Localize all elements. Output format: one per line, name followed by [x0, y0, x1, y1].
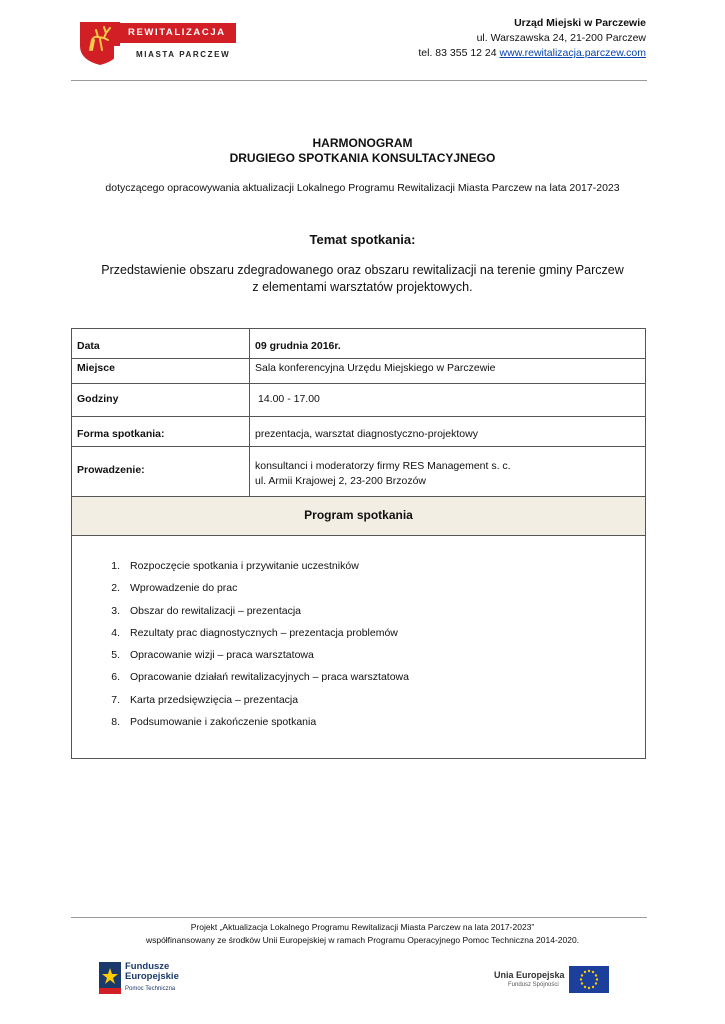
row-value-host-line2: ul. Armii Krajowej 2, 23-200 Brzozów: [255, 475, 426, 487]
row-value-form: prezentacja, warsztat diagnostyczno-projektowy: [255, 428, 478, 440]
topic-heading: Temat spotkania:: [309, 232, 416, 247]
list-text: Karta przedsięwzięcia – prezentacja: [130, 693, 299, 706]
list-text: Podsumowanie i zakończenie spotkania: [130, 716, 317, 729]
topic-text-line2: z elementami warsztatów projektowych.: [252, 280, 473, 294]
list-number: 6.: [111, 671, 120, 684]
row-label-form: Forma spotkania:: [77, 428, 165, 440]
list-item: [96, 648, 409, 670]
office-name: Urząd Miejski w Parczewie: [514, 17, 646, 29]
list-number: 5.: [111, 649, 120, 662]
document-title-line2: DRUGIEGO SPOTKANIA KONSULTACYJNEGO: [229, 151, 496, 165]
row-value-place: Sala konferencyjna Urzędu Miejskiego w Parczewie: [255, 362, 496, 374]
program-title: Program spotkania: [304, 508, 413, 522]
list-item: [96, 670, 409, 692]
list-item: [96, 715, 409, 737]
row-label-host: Prowadzenie:: [77, 464, 145, 476]
row-value-hours: 14.00 - 17.00: [258, 393, 320, 405]
logo-text-top: REWITALIZACJA: [114, 23, 236, 43]
rewitalizacja-logo: [78, 20, 238, 66]
list-number: 1.: [111, 560, 120, 572]
list-text: Opracowanie wizji – praca warsztatowa: [130, 649, 314, 662]
row-divider: [72, 535, 645, 536]
office-address-block: [418, 16, 646, 61]
row-value-date: 09 grudnia 2016r.: [255, 340, 341, 352]
row-divider: [72, 446, 645, 447]
fe-line1: Fundusze: [125, 961, 170, 972]
topic-text-line1: Przedstawienie obszaru zdegradowanego oraz obszaru rewitalizacji na terenie gminy Parczew: [101, 263, 624, 277]
program-list: [96, 559, 409, 737]
ue-subtitle: Fundusz Spójności: [508, 982, 559, 988]
list-item: [96, 559, 409, 581]
ue-text: Unia Europejska: [494, 970, 565, 980]
office-phone: tel. 83 355 12 24: [418, 47, 497, 59]
unia-europejska-logo: [494, 966, 614, 996]
document-subtitle: dotyczącego opracowywania aktualizacji Lokalnego Programu Rewitalizacji Miasta Parczew na lata 2017-2023: [105, 182, 620, 194]
fe-star-icon: [99, 962, 121, 994]
list-number: 3.: [111, 604, 120, 617]
row-divider: [72, 358, 645, 359]
list-item: [96, 604, 409, 626]
fe-text: [125, 962, 179, 982]
schedule-table: [71, 328, 646, 759]
list-text: Rozpoczęcie spotkania i przywitanie uczestników: [130, 560, 359, 572]
list-text: Opracowanie działań rewitalizacyjnych – praca warsztatowa: [130, 671, 409, 684]
list-text: Obszar do rewitalizacji – prezentacja: [130, 604, 301, 617]
header-divider: [71, 80, 647, 81]
row-label-place: Miejsce: [77, 362, 115, 374]
list-item: [96, 693, 409, 715]
column-divider: [249, 329, 250, 496]
logo-text-bottom: MIASTA PARCZEW: [114, 46, 236, 63]
fe-subtitle: Pomoc Techniczna: [125, 986, 176, 992]
footer-project-line: Projekt „Aktualizacja Lokalnego Programu Rewitalizacji Miasta Parczew na lata 2017-2023”: [190, 922, 535, 932]
office-address: ul. Warszawska 24, 21-200 Parczew: [476, 32, 646, 44]
footer-funding-line: współfinansowany ze środków Unii Europejskiej w ramach Programu Operacyjnego Pomoc Techniczna 2014-2020.: [145, 935, 580, 945]
list-number: 8.: [111, 716, 120, 729]
list-text: Rezultaty prac diagnostycznych – prezentacja problemów: [130, 626, 398, 639]
list-item: [96, 581, 409, 603]
website-link[interactable]: www.rewitalizacja.parczew.com: [499, 47, 646, 59]
office-contact: [418, 46, 646, 61]
row-value-host-line1: konsultanci i moderatorzy firmy RES Management s. c.: [255, 460, 511, 472]
list-item: [96, 626, 409, 648]
eu-flag-icon: [569, 966, 609, 993]
list-number: 7.: [111, 693, 120, 706]
fe-line2: Europejskie: [125, 971, 179, 982]
fundusze-europejskie-logo: [99, 960, 189, 1000]
document-title: HARMONOGRAM: [312, 136, 413, 150]
list-number: 4.: [111, 626, 120, 639]
list-text: Wprowadzenie do prac: [130, 582, 238, 595]
row-divider: [72, 383, 645, 384]
footer-divider: [71, 917, 647, 918]
row-divider: [72, 416, 645, 417]
list-number: 2.: [111, 582, 120, 595]
row-label-date: Data: [77, 340, 100, 352]
row-label-hours: Godziny: [77, 393, 119, 405]
